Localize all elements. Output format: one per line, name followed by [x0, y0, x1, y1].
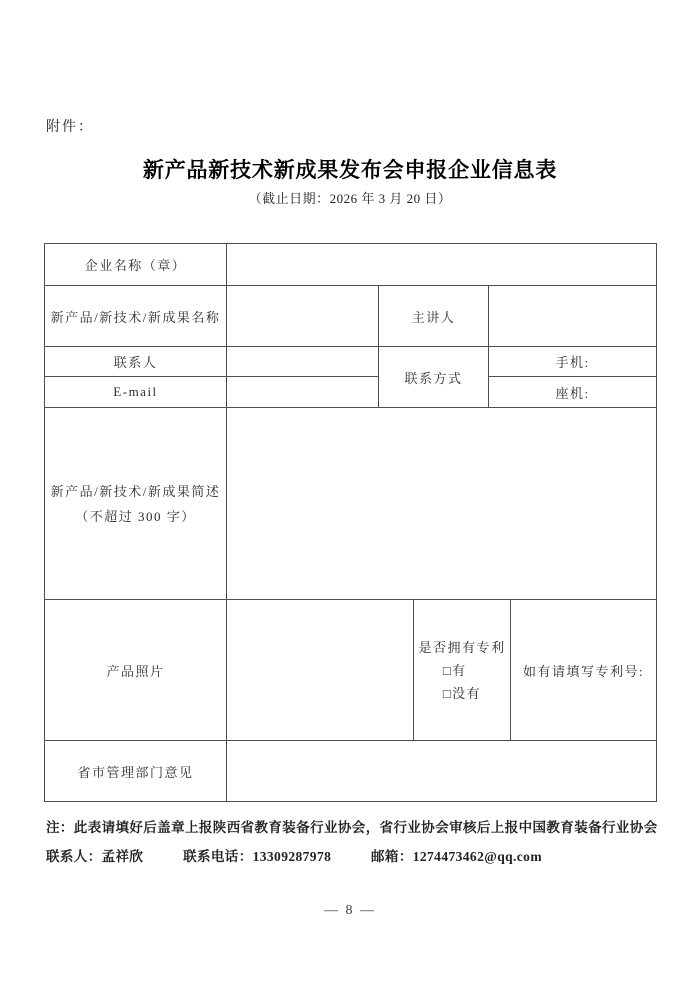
checkbox-patent-no[interactable]: □没有 — [442, 685, 482, 701]
product-name-value-cell[interactable] — [227, 286, 379, 347]
email-value-cell[interactable] — [227, 377, 379, 408]
summary-label-line1: 新产品/新技术/新成果简述 — [50, 483, 221, 499]
authority-opinion-value-cell[interactable] — [227, 741, 657, 802]
page-number: — 8 — — [324, 903, 376, 918]
contact-person-label: 联系人 — [45, 347, 227, 377]
summary-label — [45, 408, 227, 600]
form-title: 新产品新技术新成果发布会申报企业信息表 — [142, 158, 558, 182]
product-name-label: 新产品/新技术/新成果名称 — [45, 286, 227, 347]
application-form-table — [44, 243, 657, 802]
contact-method-label: 联系方式 — [379, 347, 489, 408]
speaker-value-cell[interactable] — [489, 286, 657, 347]
company-name-value-cell[interactable] — [227, 244, 657, 286]
note-line2 — [46, 845, 578, 865]
mobile-field-cell[interactable]: 手机: — [489, 347, 657, 377]
row-contact-person — [45, 347, 657, 377]
authority-opinion-label: 省市管理部门意见 — [45, 741, 227, 802]
row-summary — [45, 408, 657, 600]
company-name-label: 企业名称（章） — [45, 244, 227, 286]
note-contact-email: 邮箱：1274473462@qq.com — [371, 849, 542, 864]
attachment-label: 附件： — [46, 120, 94, 135]
summary-label-line2: （不超过 300 字） — [75, 508, 196, 524]
photo-value-cell[interactable] — [227, 600, 414, 741]
row-product-photo — [45, 600, 657, 741]
patent-number-field-cell[interactable]: 如有请填写专利号: — [511, 600, 657, 741]
note-line1: 注：此表请填好后盖章上报陕西省教育装备行业协会，省行业协会审核后上报中国教育装备行业协会 — [46, 820, 658, 835]
speaker-label: 主讲人 — [379, 286, 489, 347]
row-company-name — [45, 244, 657, 286]
form-deadline-subtitle: （截止日期：2026 年 3 月 20 日） — [248, 191, 452, 206]
photo-label: 产品照片 — [45, 600, 227, 741]
note-contact-phone: 联系电话：13309287978 — [183, 849, 332, 864]
email-label: E-mail — [45, 377, 227, 408]
note-contact-person: 联系人：孟祥欣 — [46, 849, 144, 864]
checkbox-patent-yes[interactable]: □有 — [442, 662, 467, 678]
row-authority-opinion — [45, 741, 657, 802]
row-product-name — [45, 286, 657, 347]
landline-field-cell[interactable]: 座机: — [489, 377, 657, 408]
patent-question-cell — [414, 600, 511, 741]
patent-question: 是否拥有专利 — [418, 639, 506, 655]
contact-person-value-cell[interactable] — [227, 347, 379, 377]
row-email — [45, 377, 657, 408]
summary-value-cell[interactable] — [227, 408, 657, 600]
